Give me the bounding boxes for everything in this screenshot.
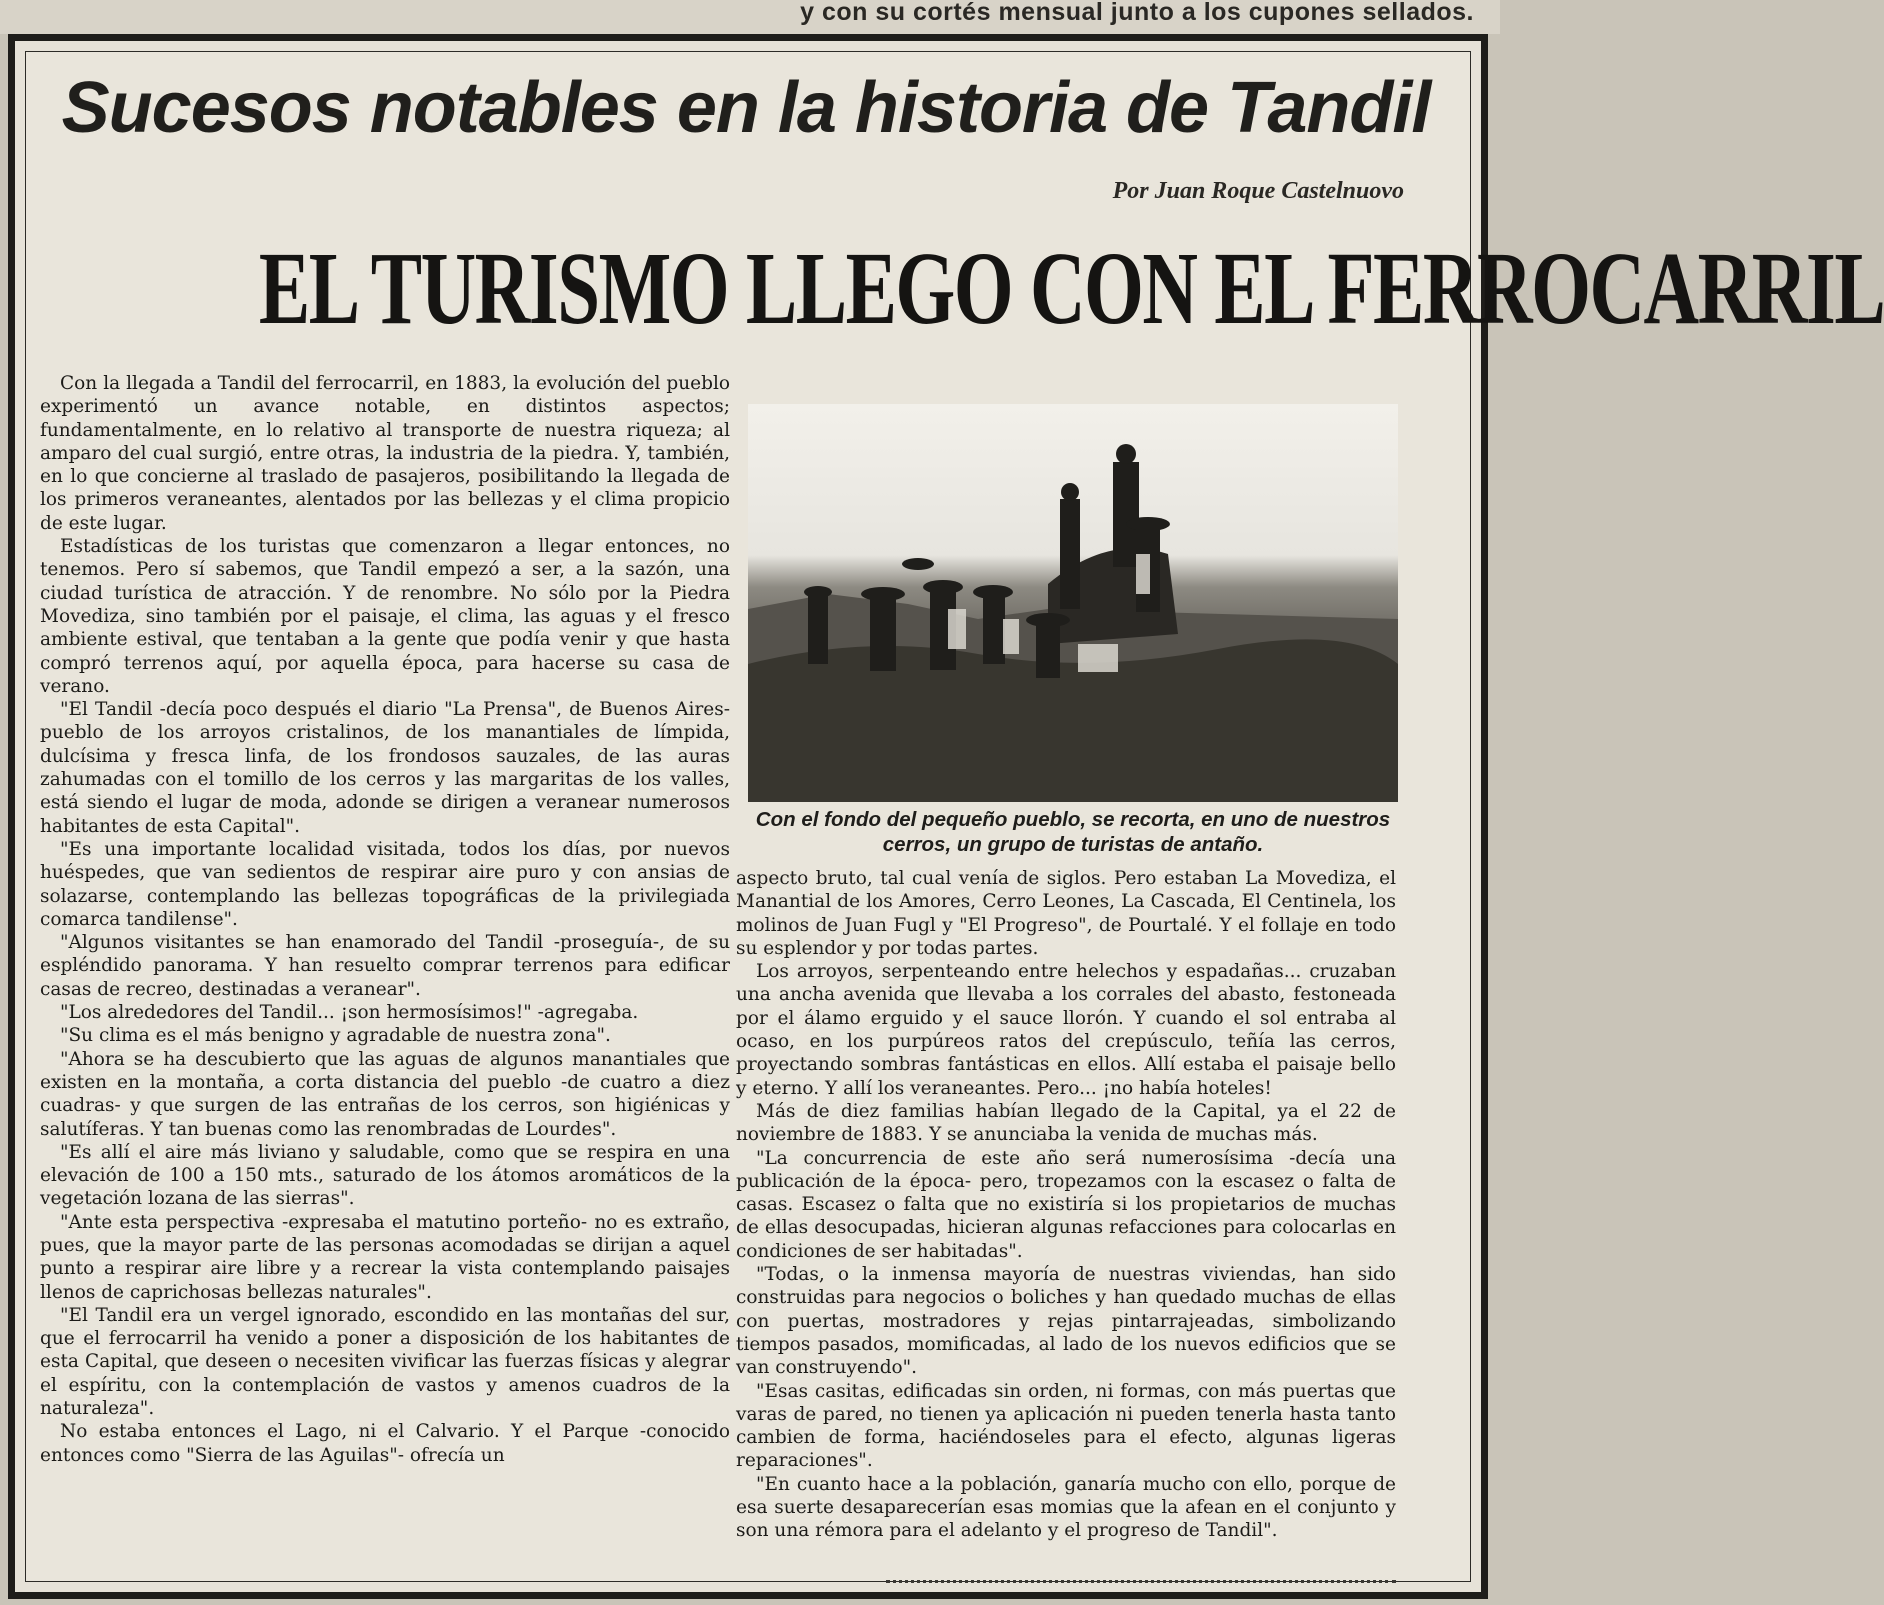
paragraph: "El Tandil era un vergel ignorado, escondido en las montañas del sur, que el ferrocarril ha venido a poner a disposición de los habitantes de esta Capital, que deseen o necesiten vivificar las fuerzas físicas y alegrar el espíritu, con la contemplación de vastos y amenos cuadros de la naturaleza". <box>40 1304 730 1420</box>
article-frame <box>8 34 1884 1599</box>
article-inner-border <box>25 51 1884 1582</box>
paragraph: "Es una importante localidad visitada, todos los días, por nuevos huéspedes, que van sedientos de respirar aire puro y con ansias de solazarse, contemplando las bellezas topográficas de la privilegiada comarca tandilense". <box>40 838 730 930</box>
paragraph: "La concurrencia de este año será numerosísima -decía una publicación de la época- pero, tropezamos con la escasez o falta de casas. Escasez o falta que no existiría si los propietarios de muchas de ellas desocupadas, hicieran algunas refacciones para colocarlas en condiciones de ser habitadas". <box>736 1147 1396 1262</box>
article-right-column <box>736 867 1396 1543</box>
end-divider <box>886 1580 1396 1589</box>
paragraph: "Su clima es el más benigno y agradable de nuestra zona". <box>60 1025 611 1047</box>
tourists-on-hill-illustration <box>748 404 1398 802</box>
paragraph: "Todas, o la inmensa mayoría de nuestras viviendas, han sido construidas para negocios o boliches y han quedado muchas de ellas con puertas, mostradores y rejas pintarrajeadas, simbolizando tiempos pasados, momificadas, al lado de los nuevos edificios que se van construyendo". <box>736 1264 1396 1379</box>
previous-article-strip: y con su cortés mensual junto a los cupones sellados. <box>0 0 1500 34</box>
headline: EL TURISMO LLEGO CON EL FERROCARRIL <box>258 231 1884 346</box>
paragraph: Más de diez familias habían llegado de la Capital, ya el 22 de noviembre de 1883. Y se anunciaba la venida de muchas más. <box>736 1100 1396 1146</box>
paragraph: "Los alrededores del Tandil... ¡son hermosísimos!" -agregaba. <box>60 1002 639 1024</box>
paragraph: "Algunos visitantes se han enamorado del Tandil -proseguía-, de su espléndido panorama. Y han resuelto comprar terrenos para edificar casas de recreo, destinadas a veranear". <box>40 932 730 1000</box>
paragraph: "El Tandil -decía poco después el diario "La Prensa", de Buenos Aires- pueblo de los arroyos cristalinos, de los manantiales de límpida, dulcísima y fresca linfa, de los frondosos sauzales, de las auras zahumadas con el tomillo de los cerros y las margaritas de los valles, está siendo el lugar de moda, adonde se dirigen a veranear numerosos habitantes de esta Capital". <box>40 699 730 837</box>
paragraph: aspecto bruto, tal cual venía de siglos. Pero estaban La Movediza, el Manantial de los Amores, Cerro Leones, La Cascada, El Centinela, los molinos de Juan Fugl y "El Progreso", de Pourtalé. Y el follaje en todo su esplendor y por todas partes. <box>736 868 1396 959</box>
paragraph: "Ante esta perspectiva -expresaba el matutino porteño- no es extraño, pues, que la mayor parte de las personas acomodadas se dirijan a aquel punto a respirar aire libre y a recrear la vista contemplando paisajes llenos de caprichosas bellezas naturales". <box>40 1211 730 1303</box>
paragraph: "Esas casitas, edificadas sin orden, ni formas, con más puertas que varas de pared, no tienen ya aplicación ni pueden tenerla hasta tanto cambien de forma, haciéndoseles para el efecto, algunas ligeras reparaciones". <box>736 1380 1396 1472</box>
article-left-column <box>40 372 730 1467</box>
paragraph: Los arroyos, serpenteando entre helechos y espadañas... cruzaban una ancha avenida que llevaba a los corrales del abasto, festoneada por el álamo erguido y el sauce llorón. Y cuando el sol entraba al ocaso, en los purpúreos ratos del crepúsculo, teñía las cerros, proyectando sombras fantásticas en ellos. Allí estaba el paisaje bello y eterno. Y allí los veraneantes. Pero... ¡no había hoteles! <box>736 961 1396 1099</box>
series-title: Sucesos notables en la historia de Tandil <box>61 68 1431 148</box>
photo-caption: Con el fondo del pequeño pueblo, se recorta, en uno de nuestros cerros, un grupo de turistas de antaño. <box>755 808 1391 856</box>
paragraph: Estadísticas de los turistas que comenzaron a llegar entonces, no tenemos. Pero sí sabemos, que Tandil empezó a ser, a la sazón, una ciudad turística de atracción. Y de renombre. No sólo por la Piedra Movediza, sino también por el paisaje, el clima, las aguas y el fresco ambiente estival, que tentaban a la gente que podía venir y que hasta compró terrenos aquí, por aquella época, para hacerse su casa de verano. <box>40 536 730 697</box>
paragraph: "En cuanto hace a la población, ganaría mucho con ello, porque de esa suerte desaparecerían esas momias que la afean en el conjunto y son una rémora para el adelanto y el progreso de Tandil". <box>736 1473 1396 1542</box>
paragraph: Con la llegada a Tandil del ferrocarril, en 1883, la evolución del pueblo experimentó un avance notable, en distintos aspectos; fundamentalmente, en lo relativo al transporte de nuestra riqueza; al amparo del cual surgió, entre otras, la industria de la piedra. Y, también, en lo que concierne al traslado de pasajeros, posibilitando la llegada de los primeros veraneantes, alentados por las bellezas y el clima propicio de este lugar. <box>40 373 730 534</box>
historic-photo <box>748 404 1398 802</box>
paragraph: No estaba entonces el Lago, ni el Calvario. Y el Parque -conocido entonces como "Sierra de las Aguilas"- ofrecía un <box>40 1421 730 1466</box>
paragraph: "Ahora se ha descubierto que las aguas de algunos manantiales que existen en la montaña, a corta distancia del pueblo -de cuatro a diez cuadras- y que surgen de las entrañas de los cerros, son higiénicas y salutíferas. Y tan buenas como las renombradas de Lourdes". <box>40 1048 730 1140</box>
byline: Por Juan Roque Castelnuovo <box>1112 178 1404 204</box>
paragraph: "Es allí el aire más liviano y saludable, como que se respira en una elevación de 100 a 150 mts., saturado de los átomos aromáticos de la vegetación lozana de las sierras". <box>40 1141 730 1210</box>
